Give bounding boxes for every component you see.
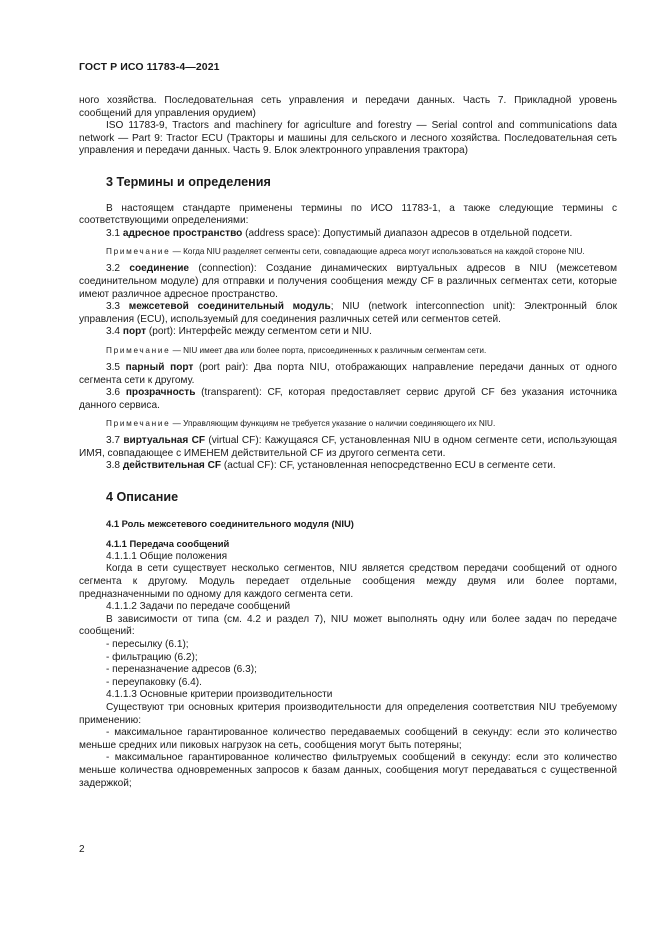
- term-3-5: 3.5 парный порт (port pair): Два порта NIU, отображающих направление передачи данных от одного сегмента сети к другому.: [79, 361, 617, 386]
- paragraph-4-1-1-1: Когда в сети существует несколько сегментов, NIU является средством передачи сообщений от одного сегмента к другому. Модуль передает отдельные сообщения между двумя или более портами, предназначенными по одному для каждого сегмента сети.: [79, 563, 617, 600]
- document-body: [79, 95, 617, 790]
- paragraph-4-1-1-2: В зависимости от типа (см. 4.2 и раздел 7), NIU может выполнять одну или более задач по передаче сообщений:: [79, 613, 617, 638]
- term-3-8: 3.8 действительная CF (actual CF): CF, установленная непосредственно ECU в сегменте сети.: [106, 460, 556, 472]
- list-item: - фильтрацию (6.2);: [106, 651, 198, 663]
- subsection-4-1-1-1-heading: 4.1.1.1 Общие положения: [106, 550, 228, 562]
- term-3-2: 3.2 соединение (connection): Создание динамических виртуальных адресов в NIU (межсетевом соединительном модуле) для отправки и получения сообщения между CF в различных сегментах сети, которые имеют различное адресное пространство.: [79, 263, 618, 300]
- subsection-4-1-1-heading: 4.1.1 Передача сообщений: [106, 538, 230, 550]
- note-3-1: Примечание — Когда NIU разделяет сегменты сети, совпадающие адреса могут использоваться на каждой стороне NIU.: [106, 247, 585, 257]
- reference-continuation: ного хозяйства. Последовательная сеть управления и передачи данных. Часть 7. Прикладной уровень сообщений для управления орудием): [79, 95, 617, 119]
- subsection-4-1-1-2-heading: 4.1.1.2 Задачи по передаче сообщений: [106, 601, 291, 613]
- term-3-4: 3.4 порт (port): Интерфейс между сегментом сети и NIU.: [106, 326, 372, 338]
- subsection-4-1-1-3-heading: 4.1.1.3 Основные критерии производительности: [106, 689, 333, 701]
- document-header: ГОСТ Р ИСО 11783-4—2021: [79, 61, 220, 73]
- subsection-4-1-heading: 4.1 Роль межсетевого соединительного модуля (NIU): [106, 517, 354, 529]
- criterion-2: - максимальное гарантированное количество фильтруемых сообщений в секунду: если это количество меньше количества одновременных запросов к базам данных, сообщения могут передаваться с существенной задержкой;: [79, 752, 617, 789]
- section-3-heading: 3 Термины и определения: [106, 174, 271, 189]
- list-item: - переупаковку (6.4).: [106, 676, 202, 688]
- list-item: - пересылку (6.1);: [106, 639, 189, 650]
- section-4-heading: 4 Описание: [106, 490, 179, 505]
- term-3-3: 3.3 межсетевой соединительный модуль; NIU (network interconnection unit): Электронный блок управления (ECU), используемый для соединения различных сетей или сегментов сетей.: [79, 301, 617, 325]
- term-3-6: 3.6 прозрачность (transparent): CF, которая предоставляет сервис другой CF без указания источника данного сервиса.: [79, 387, 618, 411]
- reference-iso-11783-9: ISO 11783-9, Tractors and machinery for agriculture and forestry — Serial control and communications data network — Part 9: Tractor ECU (Тракторы и машины для сельского и лесного хозяйства. Последовательная сеть управления и передачи данных. Часть 9. Блок электронного управления трактора): [79, 120, 617, 157]
- list-item: - переназначение адресов (6.3);: [106, 664, 257, 676]
- note-3-6: Примечание — Управляющим функциям не требуется указание о наличии соединяющего их NIU.: [106, 419, 496, 429]
- page-number: 2: [79, 844, 85, 855]
- term-3-1: 3.1 адресное пространство (address space): Допустимый диапазон адресов в отдельной подсети.: [106, 227, 573, 239]
- paragraph-4-1-1-3: Существуют три основных критерия производительности для определения соответствия NIU требуемому применению:: [79, 701, 617, 726]
- section-3-intro: В настоящем стандарте применены термины по ИСО 11783-1, а также следующие термины с соответствующими определениями:: [79, 202, 617, 227]
- term-3-7: 3.7 виртуальная CF (virtual CF): Кажущаяся CF, установленная NIU в одном сегменте сети, использующая ИМЯ, совпадающее с ИМЕНЕМ действительной CF из другого сегмента сети.: [79, 435, 617, 459]
- criterion-1: - максимальное гарантированное количество передаваемых сообщений в секунду: если это количество меньше средних или пиковых нагрузок на сеть, сообщения могут быть потеряны;: [79, 727, 617, 751]
- note-3-4: Примечание — NIU имеет два или более порта, присоединенных к различным сегментам сети.: [106, 345, 487, 355]
